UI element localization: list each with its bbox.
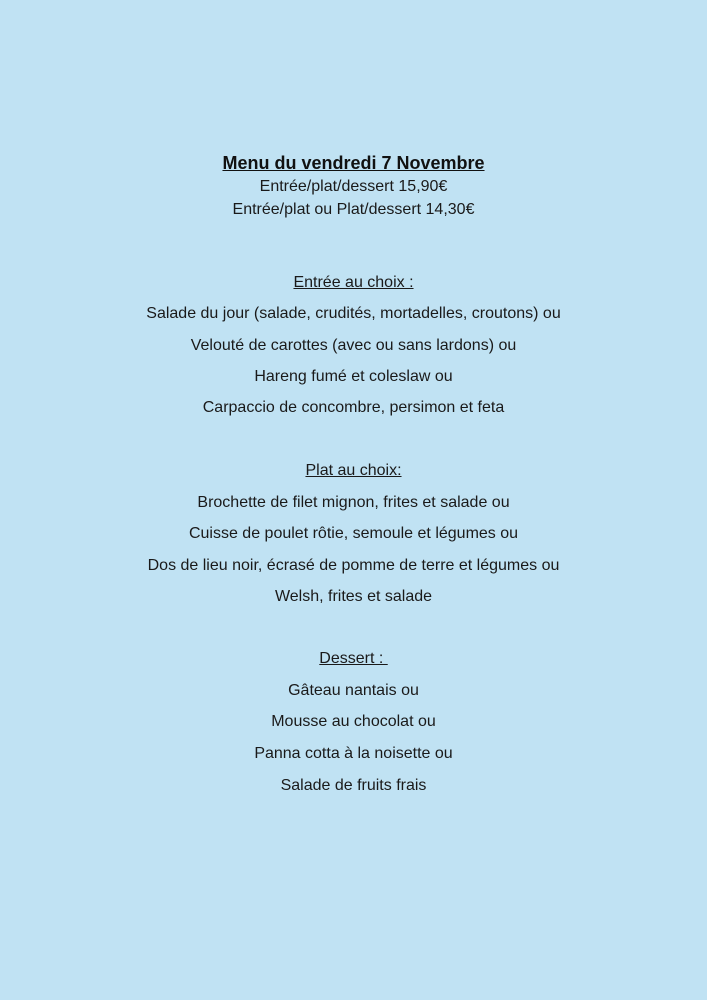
menu-item: Cuisse de poulet rôtie, semoule et légumes ou	[188, 525, 519, 542]
section-heading-plat: Plat au choix:	[305, 462, 402, 479]
menu-item: Carpaccio de concombre, persimon et feta	[202, 399, 505, 416]
menu-title: Menu du vendredi 7 Novembre	[222, 153, 485, 173]
menu-item: Velouté de carottes (avec ou sans lardons) ou	[190, 337, 517, 354]
menu-item: Hareng fumé et coleslaw ou	[254, 368, 453, 385]
price-line: Entrée/plat/dessert 15,90€	[259, 178, 448, 195]
price-line: Entrée/plat ou Plat/dessert 14,30€	[232, 201, 475, 218]
section-heading-dessert: Dessert :	[319, 650, 388, 667]
menu-item: Welsh, frites et salade	[274, 588, 433, 605]
menu-item: Gâteau nantais ou	[288, 682, 419, 699]
menu-item: Panna cotta à la noisette ou	[254, 745, 453, 762]
section-heading-entree: Entrée au choix :	[293, 274, 414, 291]
menu-item: Dos de lieu noir, écrasé de pomme de terre et légumes ou	[147, 557, 560, 574]
menu-item: Mousse au chocolat ou	[271, 713, 436, 730]
menu-item: Salade de fruits frais	[280, 777, 427, 794]
menu-item: Salade du jour (salade, crudités, mortadelles, croutons) ou	[146, 305, 561, 322]
menu-item: Brochette de filet mignon, frites et salade ou	[197, 494, 510, 511]
